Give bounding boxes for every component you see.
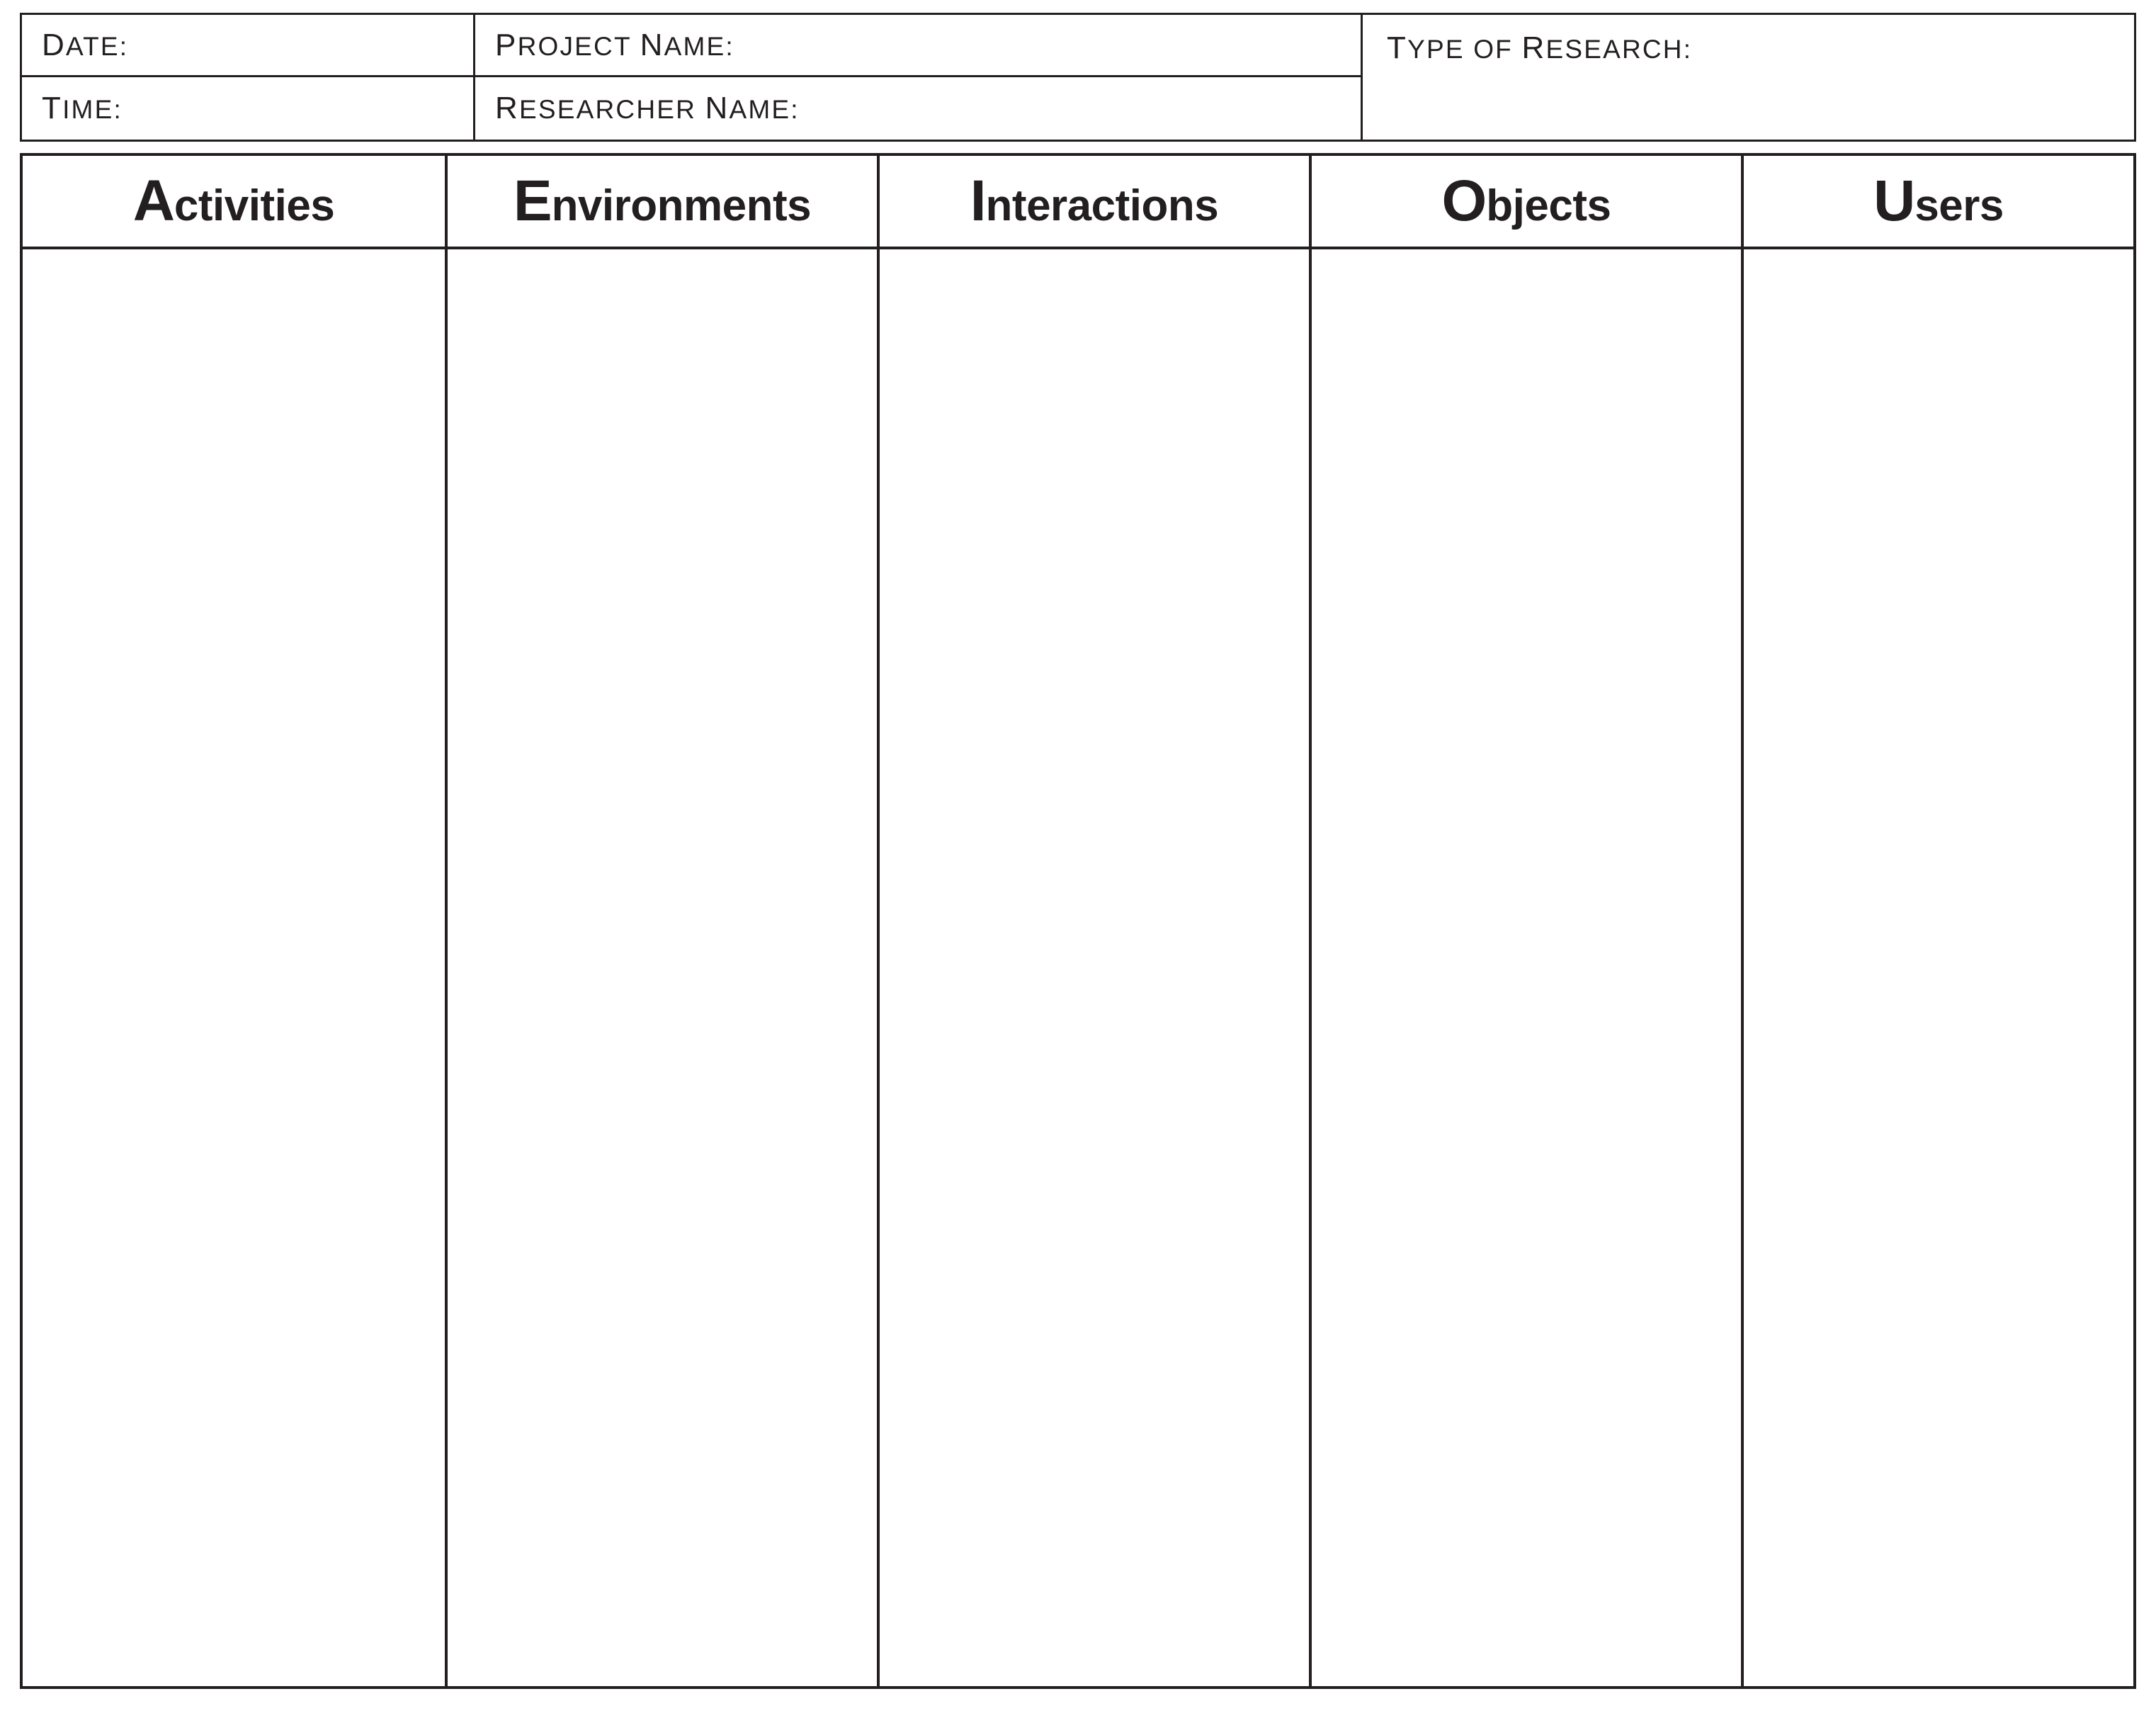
column-header-interactions <box>880 156 1312 247</box>
column-header-environments-label: Environments <box>513 169 812 233</box>
interactions-entry-area[interactable] <box>880 249 1309 1686</box>
objects-entry-area[interactable] <box>1312 249 1741 1686</box>
time-field[interactable] <box>22 77 475 140</box>
column-header-interactions-label: Interactions <box>970 169 1219 233</box>
column-header-objects-label: Objects <box>1441 169 1611 233</box>
type-of-research-label: TYPE OF RESEARCH: <box>1387 30 1693 65</box>
header-meta-block <box>20 13 2136 142</box>
column-cell-objects[interactable] <box>1312 249 1744 1686</box>
researcher-name-field[interactable] <box>475 77 1361 140</box>
project-name-field[interactable] <box>475 15 1361 75</box>
column-cell-activities[interactable] <box>23 249 448 1686</box>
environments-entry-area[interactable] <box>448 249 877 1686</box>
table-body-row <box>23 249 2133 1686</box>
header-meta-left <box>22 15 1361 140</box>
project-name-label: PROJECT NAME: <box>495 27 734 62</box>
header-meta-row-top <box>22 15 1361 77</box>
column-header-objects <box>1312 156 1744 247</box>
researcher-name-label: RESEARCHER NAME: <box>495 91 800 125</box>
column-cell-environments[interactable] <box>448 249 880 1686</box>
table-header-row <box>23 156 2133 249</box>
time-label: TIME: <box>42 91 123 125</box>
activities-entry-area[interactable] <box>23 249 445 1686</box>
type-of-research-field[interactable] <box>1361 15 2134 140</box>
column-header-activities-label: Activities <box>132 169 335 233</box>
date-field[interactable] <box>22 15 475 75</box>
column-header-environments <box>448 156 880 247</box>
header-meta-row-bottom <box>22 77 1361 140</box>
column-header-users-label: Users <box>1873 169 2004 233</box>
users-entry-area[interactable] <box>1744 249 2133 1686</box>
column-header-activities <box>23 156 448 247</box>
column-cell-interactions[interactable] <box>880 249 1312 1686</box>
column-cell-users[interactable] <box>1744 249 2133 1686</box>
aeiou-table <box>20 153 2136 1689</box>
date-label: DATE: <box>42 27 129 62</box>
column-header-users <box>1744 156 2133 247</box>
